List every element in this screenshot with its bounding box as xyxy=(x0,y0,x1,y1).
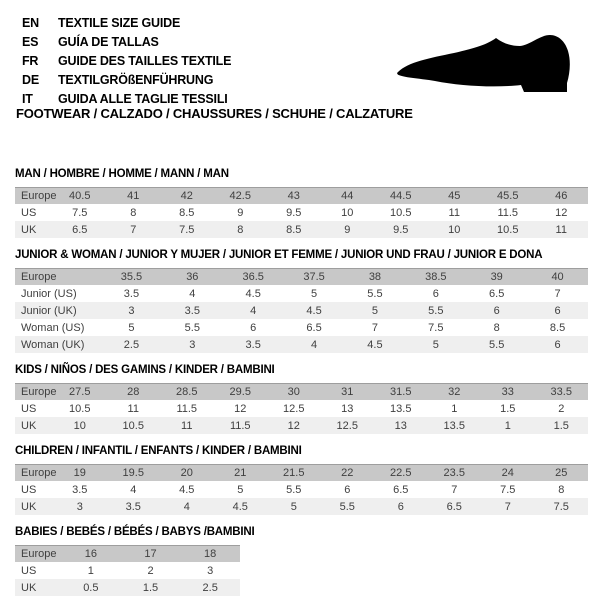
size-cell: 3 xyxy=(207,564,214,577)
size-cell: 3 xyxy=(76,500,83,513)
size-cell: 4.5 xyxy=(232,500,248,513)
table-row xyxy=(15,498,588,515)
size-cell: 7 xyxy=(451,483,458,496)
size-cell: 11 xyxy=(555,223,567,236)
size-cell: 5 xyxy=(432,338,439,351)
size-cell: 38.5 xyxy=(425,271,447,283)
size-cell: 17 xyxy=(144,548,157,560)
size-cell: 42 xyxy=(180,190,193,202)
table-row xyxy=(15,562,240,579)
table-row xyxy=(15,400,588,417)
size-cell: 28.5 xyxy=(176,386,198,398)
language-code: ES xyxy=(22,35,39,49)
language-label: GUIDE DES TAILLES TEXTILE xyxy=(58,54,232,68)
row-label: Woman (US) xyxy=(21,321,85,334)
row-label: US xyxy=(21,402,37,415)
size-cell: 4 xyxy=(189,287,196,300)
size-cell: 5.5 xyxy=(367,287,383,300)
size-cell: 7 xyxy=(371,321,378,334)
table-row xyxy=(15,383,588,400)
size-cell: 4.5 xyxy=(245,287,261,300)
size-cell: 33 xyxy=(501,386,514,398)
language-label: TEXTILE SIZE GUIDE xyxy=(58,16,181,30)
size-cell: 7.5 xyxy=(553,500,569,513)
language-row-fr xyxy=(22,52,231,71)
size-cell: 22.5 xyxy=(390,467,412,479)
size-section-babies xyxy=(15,526,588,596)
size-cell: 8 xyxy=(130,206,137,219)
size-cell: 12 xyxy=(234,402,247,415)
language-code: EN xyxy=(22,16,39,30)
size-cell: 13.5 xyxy=(443,419,465,432)
language-code: DE xyxy=(22,73,39,87)
size-table-kids xyxy=(15,383,588,434)
row-label: Junior (UK) xyxy=(21,304,77,317)
row-label: Europe xyxy=(21,386,57,398)
row-label: UK xyxy=(21,581,37,594)
table-row xyxy=(15,187,588,204)
size-cell: 3.5 xyxy=(245,338,261,351)
size-cell: 35.5 xyxy=(120,271,143,283)
row-label: Woman (UK) xyxy=(21,338,85,351)
size-cell: 7 xyxy=(130,223,137,236)
size-cell: 36 xyxy=(186,271,199,283)
row-label: Europe xyxy=(21,548,57,560)
language-label: GUÍA DE TALLAS xyxy=(58,35,159,49)
size-cell: 13 xyxy=(341,402,354,415)
size-cell: 11.5 xyxy=(497,206,519,219)
size-cell: 45.5 xyxy=(497,190,519,202)
size-cell: 5 xyxy=(290,500,297,513)
size-cell: 21.5 xyxy=(283,467,305,479)
table-row xyxy=(15,417,588,434)
size-cell: 10 xyxy=(73,419,86,432)
size-cell: 12.5 xyxy=(283,402,305,415)
size-cell: 29.5 xyxy=(229,386,251,398)
table-row xyxy=(15,464,588,481)
size-table-man xyxy=(15,187,588,238)
size-cell: 10.5 xyxy=(69,402,91,415)
table-row xyxy=(15,204,588,221)
table-row xyxy=(15,285,588,302)
size-cell: 43 xyxy=(287,190,300,202)
size-cell: 6 xyxy=(554,338,561,351)
row-label: Junior (US) xyxy=(21,287,77,300)
size-cell: 24 xyxy=(501,467,514,479)
size-cell: 10.5 xyxy=(497,223,519,236)
table-row xyxy=(15,336,588,353)
language-row-de xyxy=(22,71,231,90)
size-cell: 31 xyxy=(341,386,354,398)
section-title: CHILDREN / INFANTIL / ENFANTS / KINDER / BAMBINI xyxy=(15,445,302,457)
size-table-children xyxy=(15,464,588,515)
size-cell: 6 xyxy=(397,500,404,513)
size-cell: 1.5 xyxy=(500,402,516,415)
row-label: Europe xyxy=(21,467,57,479)
size-cell: 27.5 xyxy=(69,386,91,398)
size-cell: 6 xyxy=(554,304,561,317)
size-cell: 4.5 xyxy=(306,304,322,317)
dress-shoe-icon xyxy=(390,15,590,115)
size-cell: 41 xyxy=(127,190,140,202)
size-cell: 5.5 xyxy=(286,483,302,496)
size-cell: 38 xyxy=(368,271,382,283)
size-table-junior-woman xyxy=(15,268,588,353)
size-table-babies xyxy=(15,545,240,596)
size-cell: 11.5 xyxy=(229,419,251,432)
size-cell: 12 xyxy=(287,419,300,432)
size-cell: 25 xyxy=(555,467,568,479)
size-cell: 10.5 xyxy=(390,206,412,219)
size-cell: 8 xyxy=(237,223,244,236)
table-row xyxy=(15,221,588,238)
size-cell: 5.5 xyxy=(428,304,444,317)
size-cell: 6 xyxy=(432,287,439,300)
category-title: FOOTWEAR / CALZADO / CHAUSSURES / SCHUHE / CALZATURE xyxy=(16,106,413,121)
row-label: Europe xyxy=(21,271,57,283)
size-cell: 2.5 xyxy=(202,581,218,594)
size-cell: 7 xyxy=(554,287,561,300)
table-row xyxy=(15,268,588,285)
size-cell: 32 xyxy=(448,386,461,398)
row-label: UK xyxy=(21,223,37,236)
size-cell: 13 xyxy=(394,419,407,432)
size-cell: 8 xyxy=(493,321,500,334)
row-label: UK xyxy=(21,500,37,513)
size-cell: 40.5 xyxy=(69,190,91,202)
size-section-man xyxy=(15,168,588,238)
size-cell: 30 xyxy=(287,386,300,398)
size-section-junior-woman xyxy=(15,249,588,353)
size-cell: 9 xyxy=(237,206,244,219)
size-cell: 2.5 xyxy=(123,338,140,351)
size-cell: 10 xyxy=(341,206,354,219)
row-label: US xyxy=(21,206,37,219)
size-cell: 6 xyxy=(250,321,257,334)
size-cell: 4 xyxy=(183,500,190,513)
row-label: US xyxy=(21,564,37,577)
section-title: JUNIOR & WOMAN / JUNIOR Y MUJER / JUNIOR ET FEMME / JUNIOR UND FRAU / JUNIOR E DONA xyxy=(15,249,543,261)
size-cell: 6.5 xyxy=(489,287,505,300)
size-cell: 8.5 xyxy=(549,321,566,334)
size-cell: 44.5 xyxy=(390,190,412,202)
language-label: TEXTILGRÖßENFÜHRUNG xyxy=(58,73,214,87)
size-cell: 5 xyxy=(371,304,378,317)
section-title: BABIES / BEBÉS / BÉBÉS / BABYS /BAMBINI xyxy=(15,526,255,538)
size-cell: 1.5 xyxy=(553,419,569,432)
size-cell: 5.5 xyxy=(339,500,355,513)
size-cell: 7.5 xyxy=(179,223,195,236)
table-row xyxy=(15,302,588,319)
table-row xyxy=(15,319,588,336)
size-cell: 16 xyxy=(84,548,97,560)
size-cell: 8 xyxy=(558,483,565,496)
size-cell: 4 xyxy=(250,304,257,317)
size-cell: 20 xyxy=(180,467,193,479)
size-cell: 11 xyxy=(181,419,193,432)
language-row-es xyxy=(22,33,231,52)
size-cell: 4.5 xyxy=(367,338,383,351)
size-cell: 4.5 xyxy=(179,483,195,496)
table-row xyxy=(15,545,240,562)
size-section-kids xyxy=(15,364,588,434)
size-cell: 36.5 xyxy=(242,271,264,283)
size-cell: 42.5 xyxy=(229,190,251,202)
size-cell: 28 xyxy=(127,386,140,398)
size-cell: 45 xyxy=(448,190,461,202)
size-cell: 1 xyxy=(87,564,94,577)
size-cell: 31.5 xyxy=(390,386,412,398)
size-cell: 12.5 xyxy=(336,419,358,432)
size-cell: 9.5 xyxy=(393,223,409,236)
size-cell: 7.5 xyxy=(500,483,516,496)
size-cell: 9.5 xyxy=(286,206,302,219)
size-cell: 6.5 xyxy=(306,321,322,334)
size-cell: 12 xyxy=(555,206,568,219)
size-cell: 5.5 xyxy=(184,321,200,334)
row-label: UK xyxy=(21,419,37,432)
size-cell: 5 xyxy=(128,321,135,334)
size-cell: 2 xyxy=(147,564,154,577)
size-cell: 19 xyxy=(73,467,86,479)
size-cell: 11 xyxy=(448,206,460,219)
size-cell: 6 xyxy=(344,483,351,496)
size-cell: 18 xyxy=(204,548,217,560)
size-cell: 7.5 xyxy=(428,321,444,334)
section-title: MAN / HOMBRE / HOMME / MANN / MAN xyxy=(15,168,229,180)
size-cell: 11.5 xyxy=(176,402,198,415)
size-cell: 5 xyxy=(237,483,244,496)
size-cell: 21 xyxy=(234,467,247,479)
row-label: US xyxy=(21,483,37,496)
size-cell: 10 xyxy=(448,223,461,236)
size-cell: 40 xyxy=(551,271,564,283)
size-cell: 3 xyxy=(128,304,135,317)
size-cell: 7.5 xyxy=(72,206,88,219)
size-cell: 19.5 xyxy=(122,467,144,479)
size-cell: 39 xyxy=(490,271,503,283)
size-cell: 3.5 xyxy=(184,304,200,317)
size-cell: 33.5 xyxy=(550,386,572,398)
language-row-en xyxy=(22,14,231,33)
size-cell: 46 xyxy=(555,190,568,202)
table-row xyxy=(15,579,240,596)
size-cell: 8.5 xyxy=(286,223,302,236)
size-cell: 23.5 xyxy=(443,467,465,479)
size-cell: 1 xyxy=(451,402,458,415)
language-label: GUIDA ALLE TAGLIE TESSILI xyxy=(58,92,228,106)
size-cell: 3.5 xyxy=(72,483,88,496)
size-cell: 5 xyxy=(311,287,318,300)
size-cell: 5.5 xyxy=(489,338,505,351)
section-title: KIDS / NIÑOS / DES GAMINS / KINDER / BAMBINI xyxy=(15,364,275,376)
size-cell: 11 xyxy=(127,402,139,415)
size-cell: 1.5 xyxy=(142,581,159,594)
size-cell: 6.5 xyxy=(446,500,462,513)
size-cell: 6 xyxy=(493,304,500,317)
table-row xyxy=(15,481,588,498)
language-code: FR xyxy=(22,54,39,68)
size-cell: 1 xyxy=(504,419,511,432)
size-cell: 8.5 xyxy=(179,206,195,219)
size-section-children xyxy=(15,445,588,515)
size-cell: 44 xyxy=(341,190,354,202)
size-cell: 10.5 xyxy=(122,419,144,432)
size-cell: 6.5 xyxy=(72,223,88,236)
size-cell: 0.5 xyxy=(83,581,99,594)
size-cell: 7 xyxy=(504,500,511,513)
size-cell: 9 xyxy=(344,223,351,236)
language-list xyxy=(22,14,231,109)
size-cell: 13.5 xyxy=(390,402,412,415)
size-cell: 3.5 xyxy=(125,500,141,513)
size-cell: 2 xyxy=(558,402,565,415)
language-code: IT xyxy=(22,92,33,106)
size-cell: 22 xyxy=(341,467,354,479)
size-tables xyxy=(15,168,588,600)
row-label: Europe xyxy=(21,190,57,202)
size-cell: 3.5 xyxy=(123,287,140,300)
size-cell: 3 xyxy=(189,338,196,351)
size-cell: 4 xyxy=(311,338,318,351)
size-cell: 37.5 xyxy=(303,271,325,283)
size-cell: 6.5 xyxy=(393,483,409,496)
size-cell: 4 xyxy=(130,483,137,496)
